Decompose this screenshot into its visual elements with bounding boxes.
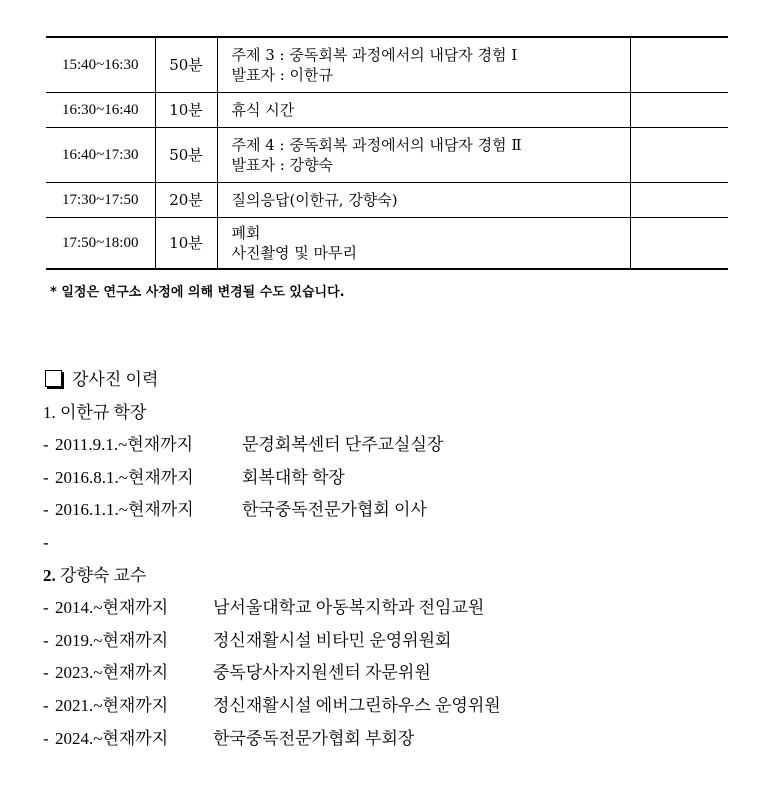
program-cell [217, 218, 630, 270]
career-desc: 남서울대학교 아동복지학과 전임교원 [213, 598, 485, 618]
table-row [46, 128, 728, 183]
program-line: 폐회 [231, 224, 261, 242]
program-line: 주제 4 : 중독회복 과정에서의 내담자 경험 Ⅱ [231, 136, 522, 154]
duration-cell: 10분 [155, 93, 217, 128]
table-row [46, 93, 728, 128]
time-cell: 17:50~18:00 [46, 218, 155, 270]
career-date: 2016.1.1.~현재까지 [55, 500, 194, 520]
career-desc: 회복대학 학장 [242, 467, 345, 487]
list-item: - 2019.~현재까지 정신재활시설 비타민 운영위원회 [43, 625, 501, 658]
speaker-number: 2. [43, 565, 56, 585]
time-cell: 15:40~16:30 [46, 37, 155, 93]
table-row [46, 37, 728, 93]
list-item: - 2011.9.1.~현재까지 문경회복센터 단주교실실장 [43, 429, 501, 462]
career-date: 2016.8.1.~현재까지 [55, 467, 194, 487]
note-cell [630, 93, 728, 128]
profile-heading [43, 364, 501, 397]
program-cell [217, 93, 630, 128]
career-date: 2023.~현재까지 [55, 663, 169, 683]
note-cell [630, 218, 728, 270]
list-item: - 2024.~현재까지 한국중독전문가협회 부회장 [43, 723, 501, 756]
duration-cell: 50분 [155, 128, 217, 183]
duration-cell: 10분 [155, 218, 217, 270]
program-line: 휴식 시간 [231, 101, 295, 119]
program-cell [217, 183, 630, 218]
checkbox-square-icon [45, 370, 62, 387]
career-date: 2024.~현재까지 [55, 728, 169, 748]
program-cell [217, 37, 630, 93]
program-line: 주제 3 : 중독회복 과정에서의 내담자 경험 Ⅰ [231, 46, 518, 64]
speaker-1-title [43, 397, 501, 430]
list-item: - 2016.1.1.~현재까지 한국중독전문가협회 이사 [43, 494, 501, 527]
time-cell: 17:30~17:50 [46, 183, 155, 218]
career-date: 2019.~현재까지 [55, 630, 169, 650]
career-desc: 정신재활시설 비타민 운영위원회 [213, 630, 452, 650]
list-item: - 2016.8.1.~현재까지 회복대학 학장 [43, 462, 501, 495]
career-desc: 중독당사자지원센터 자문위원 [213, 663, 431, 683]
program-line: 사진촬영 및 마무리 [231, 244, 357, 262]
program-line: 발표자 : 강향숙 [231, 156, 334, 174]
program-cell [217, 128, 630, 183]
list-item: - 2021.~현재까지 정신재활시설 에버그린하우스 운영위원 [43, 690, 501, 723]
career-desc: 문경회복센터 단주교실실장 [242, 435, 444, 455]
profile-heading-text: 강사진 이력 [72, 370, 159, 389]
program-line: 질의응답(이한규, 강향숙) [231, 191, 398, 209]
speaker-2-title [43, 560, 501, 593]
speaker-name: 강향숙 교수 [60, 565, 147, 585]
empty-list-item: - [43, 532, 49, 552]
career-date: 2014.~현재까지 [55, 598, 169, 618]
speaker-name: 이한규 학장 [60, 402, 147, 422]
schedule-footnote: * 일정은 연구소 사정에 의해 변경될 수도 있습니다. [50, 285, 345, 300]
note-cell [630, 37, 728, 93]
list-item: - 2023.~현재까지 중독당사자지원센터 자문위원 [43, 657, 501, 690]
table-row [46, 183, 728, 218]
career-date: 2011.9.1.~현재까지 [55, 435, 194, 455]
note-cell [630, 183, 728, 218]
program-line: 발표자 : 이한규 [231, 66, 334, 84]
time-cell: 16:40~17:30 [46, 128, 155, 183]
career-date: 2021.~현재까지 [55, 695, 169, 715]
career-desc: 한국중독전문가협회 부회장 [213, 728, 415, 748]
list-item: - 2014.~현재까지 남서울대학교 아동복지학과 전임교원 [43, 592, 501, 625]
duration-cell: 20분 [155, 183, 217, 218]
career-desc: 한국중독전문가협회 이사 [242, 500, 427, 520]
career-desc: 정신재활시설 에버그린하우스 운영위원 [213, 695, 501, 715]
schedule-table [46, 36, 728, 270]
duration-cell: 50분 [155, 37, 217, 93]
time-cell: 16:30~16:40 [46, 93, 155, 128]
note-cell [630, 128, 728, 183]
speaker-number: 1. [43, 402, 56, 422]
table-row [46, 218, 728, 270]
instructor-profile [43, 364, 501, 755]
